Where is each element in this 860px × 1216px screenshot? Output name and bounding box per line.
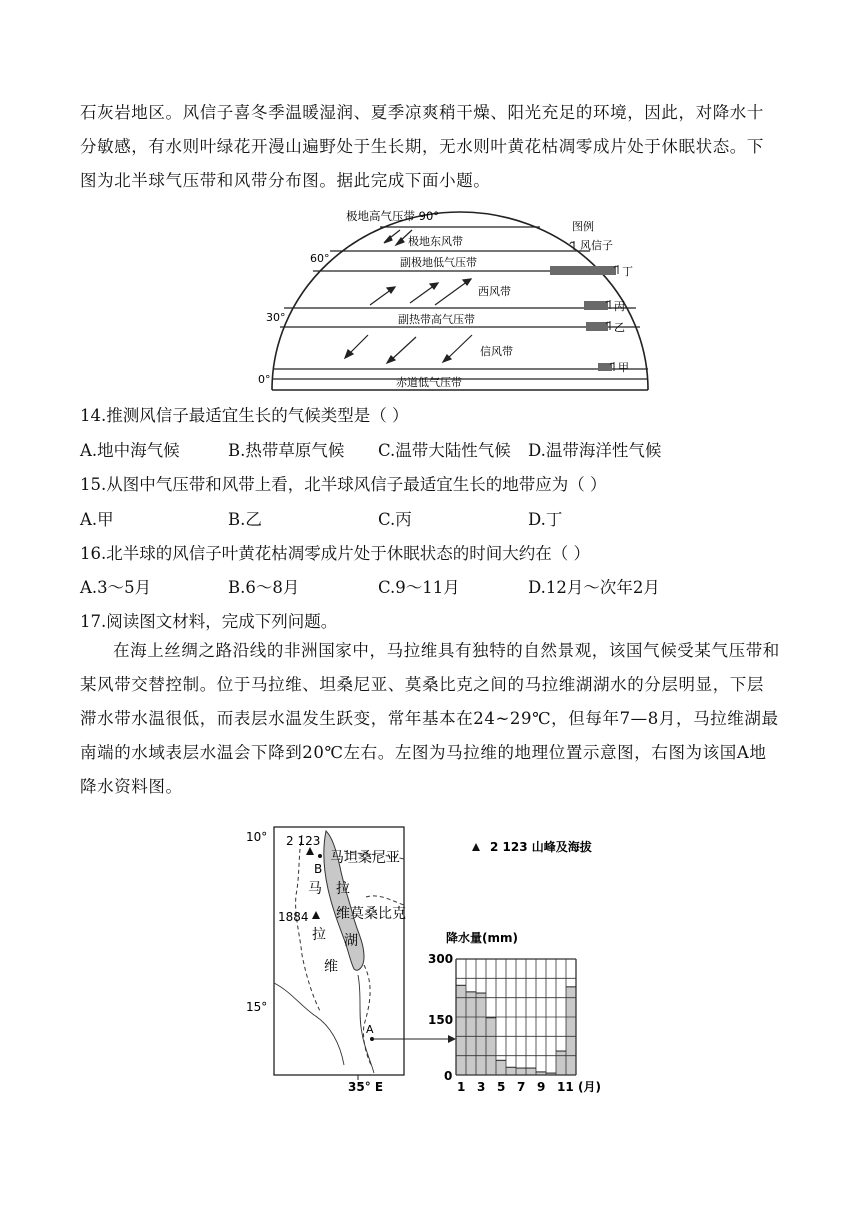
rain-xunit: (月) — [578, 1080, 601, 1094]
legend-item: 风信子 — [580, 239, 613, 252]
label-subpolar-low: 副极地低气压带 — [400, 256, 477, 269]
label-polar-high: 极地高气压带 90° — [346, 209, 440, 223]
rain-bar — [476, 993, 486, 1075]
rain-bar — [466, 992, 476, 1075]
q16-option-a[interactable]: A.3～5月 — [80, 578, 152, 597]
lake-char: 维 — [336, 906, 350, 922]
rainfall-chart — [428, 930, 601, 1094]
q15-option-a[interactable]: A.甲 — [80, 510, 114, 529]
q15-stem: 15.从图中气压带和风带上看，北半球风信子最适宜生长的地带应为（ ） — [80, 475, 607, 494]
label-ding: 丁 — [622, 265, 633, 278]
point-a: A — [366, 1023, 374, 1036]
label-westerlies: 西风带 — [478, 285, 511, 298]
q15-option-c[interactable]: C.丙 — [378, 510, 412, 529]
lat-60: 60° — [310, 252, 330, 265]
label-trade-winds: 信风带 — [480, 345, 513, 358]
rain-xtick: 9 — [537, 1080, 546, 1094]
peak-icon — [306, 847, 314, 855]
rain-xtick: 1 — [457, 1080, 466, 1094]
lat-10-label: 10° — [246, 830, 268, 844]
lake-char: 湖 — [344, 933, 358, 949]
lat-0: 0° — [258, 373, 271, 386]
rain-xtick: 5 — [497, 1080, 506, 1094]
label-polar-easterlies: 极地东风带 — [408, 235, 463, 248]
rain-bar — [496, 1060, 506, 1075]
rain-ytick-300: 300 — [428, 952, 454, 966]
tanzania-label: 坦桑尼亚 — [344, 850, 400, 866]
rain-bar — [456, 985, 466, 1075]
malawi-figure — [240, 815, 620, 1100]
label-jia: 甲 — [618, 361, 629, 374]
label-subtropical-high: 副热带高气压带 — [398, 313, 475, 326]
rain-bar — [566, 987, 576, 1075]
bar-yi — [586, 322, 608, 331]
legend-title: 图例 — [572, 220, 594, 233]
q16-option-d[interactable]: D.12月～次年2月 — [528, 578, 660, 597]
malawi-char: 维 — [324, 959, 338, 975]
intro-paragraph: 石灰岩地区。风信子喜冬季温暖湿润、夏季凉爽稍干燥、阳光充足的环境，因此，对降水十分敏感，有水则叶绿花开漫山遍野处于生长期，无水则叶黄花枯凋零成片处于休眠状态。下图为北半球气压带和风带分布图。据此完成下面小题。 — [80, 103, 764, 190]
bar-bing — [584, 301, 608, 310]
q14-option-d[interactable]: D.温带海洋性气候 — [528, 441, 662, 460]
label-equatorial-low: 赤道低气压带 — [396, 376, 462, 389]
lat-30: 30° — [266, 311, 286, 324]
peak1-label: 2 123 — [286, 834, 321, 848]
rain-ytick-0: 0 — [444, 1069, 453, 1083]
q15-option-b[interactable]: B.乙 — [228, 510, 262, 529]
q17-stem: 17.阅读图文材料，完成下列问题。 — [80, 612, 338, 631]
q16-option-c[interactable]: C.9～11月 — [378, 578, 460, 597]
lake-char: 拉 — [336, 881, 350, 897]
mozambique-label: 莫桑比克 — [350, 906, 406, 922]
lon-35-label: 35° E — [348, 1080, 384, 1094]
map-legend: 2 123 山峰及海拔 — [490, 840, 592, 854]
point-b: B — [314, 862, 323, 876]
rain-bar — [486, 1018, 496, 1075]
q14-option-b[interactable]: B.热带草原气候 — [228, 441, 345, 460]
rain-xtick: 3 — [477, 1080, 486, 1094]
pressure-wind-belt-figure — [250, 205, 650, 395]
malawi-char: 马 — [308, 881, 322, 897]
lat-15-label: 15° — [246, 1000, 268, 1014]
q16-stem: 16.北半球的风信子叶黄花枯凋零成片处于休眠状态的时间大约在（ ） — [80, 544, 590, 563]
malawi-char: 拉 — [312, 927, 326, 943]
q14-option-c[interactable]: C.温带大陆性气候 — [378, 441, 511, 460]
q15-option-d[interactable]: D.丁 — [528, 510, 563, 529]
q17-material: 在海上丝绸之路沿线的非洲国家中，马拉维具有独特的自然景观，该国气候受某气压带和某风带交替控制。位于马拉维、坦桑尼亚、莫桑比克之间的马拉维湖湖水的分层明显，下层滞水带水温很低，而表层水温发生跃变，常年基本在24~29℃，但每年7—8月，马拉维湖最南端的水域表层水温会下降到20℃左右。左图为马拉维的地理位置示意图，右图为该国A地降水资料图。 — [80, 641, 780, 796]
rain-xtick: 7 — [517, 1080, 526, 1094]
label-yi: 乙 — [614, 321, 625, 334]
peak-icon — [312, 911, 320, 919]
rain-bar — [526, 1068, 536, 1075]
rain-xtick: 11 — [557, 1080, 574, 1094]
rain-bar — [516, 1068, 526, 1075]
q16-option-b[interactable]: B.6～8月 — [228, 578, 300, 597]
rain-bar — [506, 1067, 516, 1075]
peak2-label: 1884 — [278, 910, 309, 924]
rain-ytick-150: 150 — [428, 1013, 454, 1027]
rain-ylabel: 降水量(mm) — [446, 931, 518, 945]
rain-bar — [556, 1051, 566, 1075]
lake-char: 马 — [330, 850, 344, 866]
wind-arrows — [345, 230, 472, 363]
bar-ding — [550, 266, 616, 275]
q14-stem: 14.推测风信子最适宜生长的气候类型是（ ） — [80, 406, 409, 425]
peak-icon — [472, 843, 480, 851]
q14-option-a[interactable]: A.地中海气候 — [80, 441, 180, 460]
label-bing: 丙 — [614, 300, 625, 313]
